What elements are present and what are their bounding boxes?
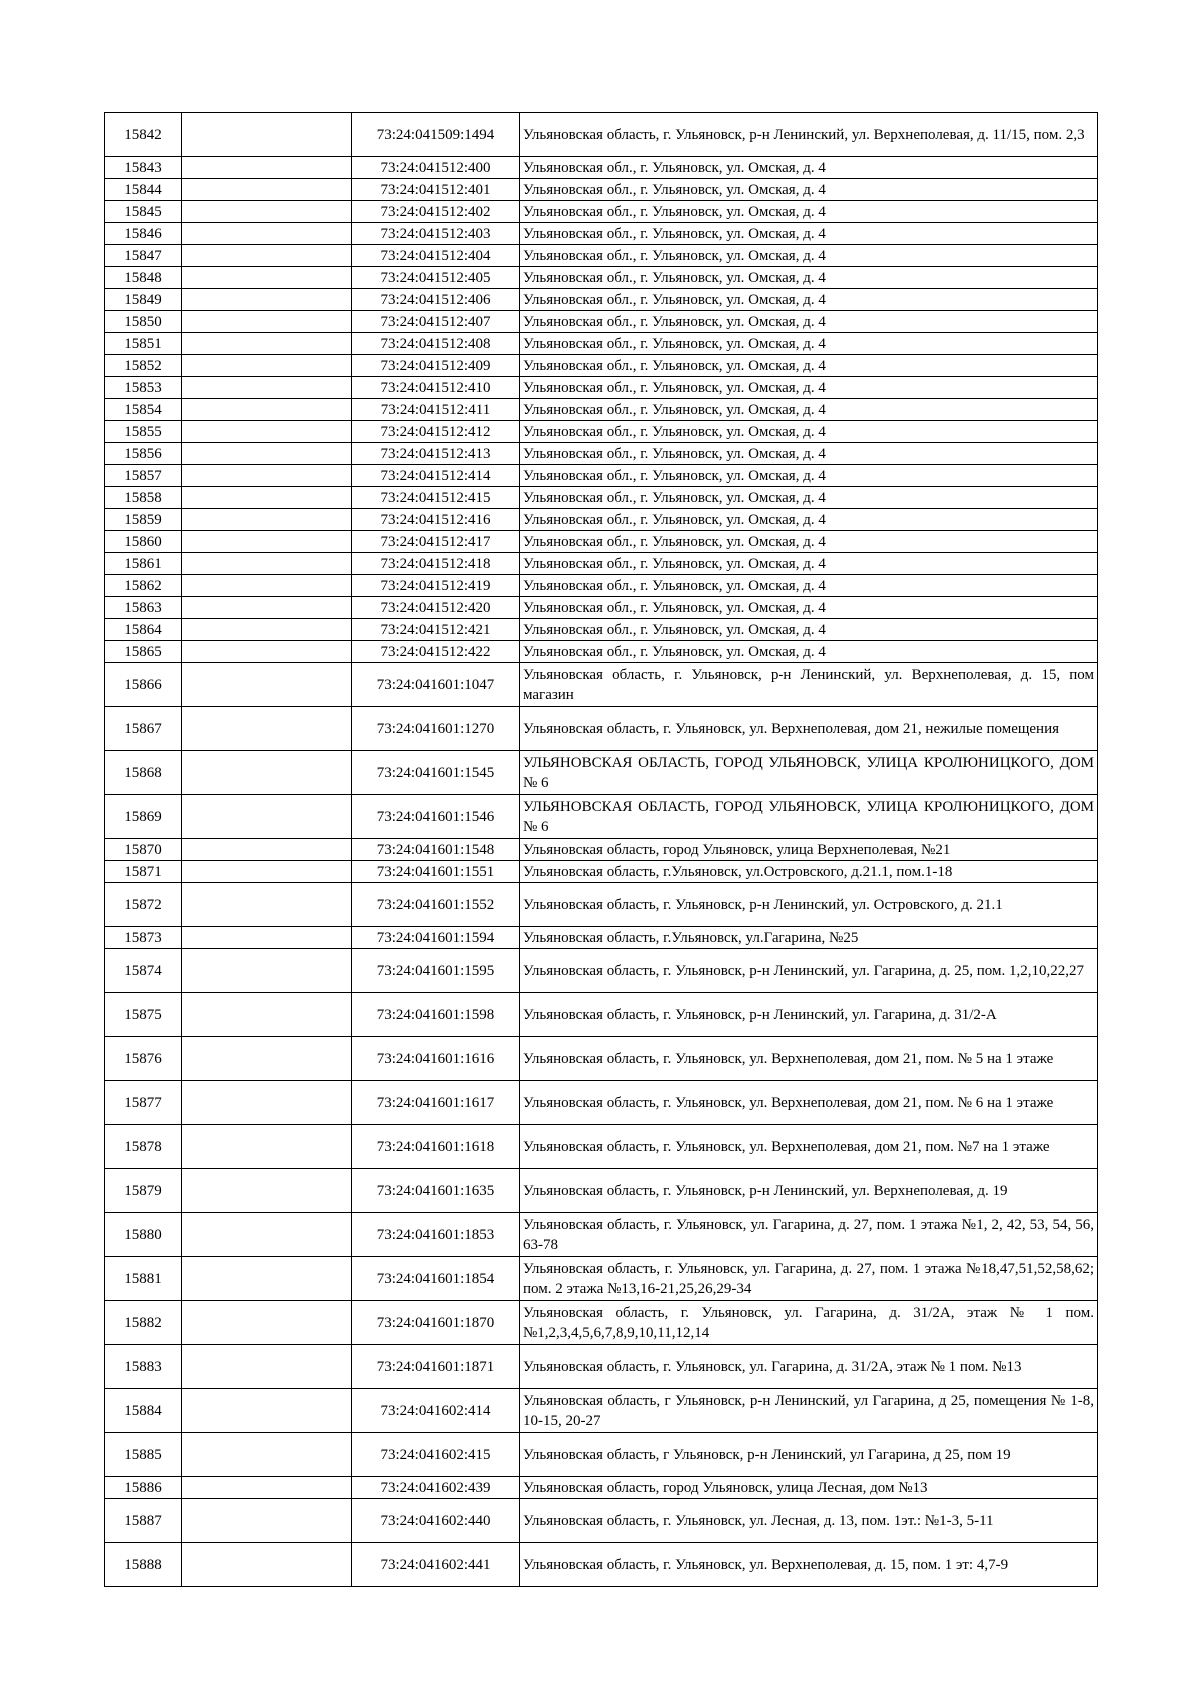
row-number-cell: 15862 [105, 575, 182, 597]
empty-cell [182, 949, 352, 993]
empty-cell [182, 179, 352, 201]
table-row [105, 575, 1098, 597]
table-row [105, 531, 1098, 553]
row-number-cell: 15872 [105, 883, 182, 927]
cadastral-number-cell: 73:24:041601:1546 [352, 795, 520, 839]
row-number-cell: 15880 [105, 1213, 182, 1257]
row-number-cell: 15850 [105, 311, 182, 333]
address-cell: Ульяновская обл., г. Ульяновск, ул. Омская, д. 4 [520, 531, 1098, 553]
cadastral-number-cell: 73:24:041512:420 [352, 597, 520, 619]
row-number-cell: 15888 [105, 1543, 182, 1587]
table-row [105, 245, 1098, 267]
address-cell: Ульяновская область, город Ульяновск, улица Лесная, дом №13 [520, 1477, 1098, 1499]
address-cell: Ульяновская область, г Ульяновск, р-н Ленинский, ул Гагарина, д 25, помещения № 1-8, 10-15, 20-27 [520, 1389, 1098, 1433]
table-row [105, 223, 1098, 245]
empty-cell [182, 1389, 352, 1433]
empty-cell [182, 927, 352, 949]
cadastral-number-cell: 73:24:041512:415 [352, 487, 520, 509]
address-cell: Ульяновская область, г. Ульяновск, р-н Ленинский, ул. Островского, д. 21.1 [520, 883, 1098, 927]
cadastral-number-cell: 73:24:041512:406 [352, 289, 520, 311]
table-row [105, 157, 1098, 179]
address-cell: УЛЬЯНОВСКАЯ ОБЛАСТЬ, ГОРОД УЛЬЯНОВСК, УЛИЦА КРОЛЮНИЦКОГО, ДОМ № 6 [520, 751, 1098, 795]
empty-cell [182, 663, 352, 707]
row-number-cell: 15845 [105, 201, 182, 223]
table-row [105, 1169, 1098, 1213]
cadastral-number-cell: 73:24:041601:1047 [352, 663, 520, 707]
address-cell: Ульяновская обл., г. Ульяновск, ул. Омская, д. 4 [520, 597, 1098, 619]
table-row [105, 333, 1098, 355]
row-number-cell: 15871 [105, 861, 182, 883]
empty-cell [182, 575, 352, 597]
table-row [105, 597, 1098, 619]
row-number-cell: 15867 [105, 707, 182, 751]
address-cell: Ульяновская область, г. Ульяновск, ул. Гагарина, д. 27, пом. 1 этажа №1, 2, 42, 53, 54, 56, 63-78 [520, 1213, 1098, 1257]
empty-cell [182, 751, 352, 795]
empty-cell [182, 487, 352, 509]
cadastral-number-cell: 73:24:041601:1635 [352, 1169, 520, 1213]
cadastral-number-cell: 73:24:041601:1598 [352, 993, 520, 1037]
empty-cell [182, 707, 352, 751]
address-cell: Ульяновская область, город Ульяновск, улица Верхнеполевая, №21 [520, 839, 1098, 861]
table-row [105, 1477, 1098, 1499]
address-cell: Ульяновская обл., г. Ульяновск, ул. Омская, д. 4 [520, 355, 1098, 377]
address-cell: Ульяновская область, г. Ульяновск, ул. Верхнеполевая, дом 21, пом. № 6 на 1 этаже [520, 1081, 1098, 1125]
address-cell: Ульяновская область, г. Ульяновск, ул. Верхнеполевая, дом 21, пом. № 5 на 1 этаже [520, 1037, 1098, 1081]
row-number-cell: 15877 [105, 1081, 182, 1125]
cadastral-number-cell: 73:24:041512:421 [352, 619, 520, 641]
empty-cell [182, 421, 352, 443]
empty-cell [182, 1543, 352, 1587]
row-number-cell: 15885 [105, 1433, 182, 1477]
empty-cell [182, 465, 352, 487]
address-cell: Ульяновская обл., г. Ульяновск, ул. Омская, д. 4 [520, 245, 1098, 267]
empty-cell [182, 1169, 352, 1213]
empty-cell [182, 399, 352, 421]
address-cell: Ульяновская обл., г. Ульяновск, ул. Омская, д. 4 [520, 465, 1098, 487]
table-row [105, 993, 1098, 1037]
cadastral-number-cell: 73:24:041601:1871 [352, 1345, 520, 1389]
table-row [105, 927, 1098, 949]
cadastral-number-cell: 73:24:041602:441 [352, 1543, 520, 1587]
table-row [105, 487, 1098, 509]
table-row [105, 861, 1098, 883]
address-cell: Ульяновская обл., г. Ульяновск, ул. Омская, д. 4 [520, 201, 1098, 223]
empty-cell [182, 333, 352, 355]
table-row [105, 113, 1098, 157]
empty-cell [182, 355, 352, 377]
cadastral-number-cell: 73:24:041512:418 [352, 553, 520, 575]
table-row [105, 839, 1098, 861]
row-number-cell: 15865 [105, 641, 182, 663]
table-row [105, 949, 1098, 993]
address-cell: Ульяновская обл., г. Ульяновск, ул. Омская, д. 4 [520, 157, 1098, 179]
empty-cell [182, 1499, 352, 1543]
cadastral-number-cell: 73:24:041512:413 [352, 443, 520, 465]
table-row [105, 509, 1098, 531]
address-cell: Ульяновская обл., г. Ульяновск, ул. Омская, д. 4 [520, 509, 1098, 531]
address-cell: Ульяновская область, г. Ульяновск, ул. Гагарина, д. 27, пом. 1 этажа №18,47,51,52,58,62; пом. 2 этажа №13,16-21,25,26,29-34 [520, 1257, 1098, 1301]
table-row [105, 179, 1098, 201]
address-cell: Ульяновская обл., г. Ульяновск, ул. Омская, д. 4 [520, 311, 1098, 333]
address-cell: Ульяновская обл., г. Ульяновск, ул. Омская, д. 4 [520, 443, 1098, 465]
empty-cell [182, 289, 352, 311]
row-number-cell: 15842 [105, 113, 182, 157]
cadastral-number-cell: 73:24:041512:412 [352, 421, 520, 443]
row-number-cell: 15843 [105, 157, 182, 179]
row-number-cell: 15879 [105, 1169, 182, 1213]
row-number-cell: 15870 [105, 839, 182, 861]
table-row [105, 377, 1098, 399]
cadastral-number-cell: 73:24:041601:1548 [352, 839, 520, 861]
empty-cell [182, 1345, 352, 1389]
cadastral-number-cell: 73:24:041601:1545 [352, 751, 520, 795]
empty-cell [182, 1213, 352, 1257]
row-number-cell: 15846 [105, 223, 182, 245]
cadastral-number-cell: 73:24:041512:417 [352, 531, 520, 553]
cadastral-number-cell: 73:24:041602:440 [352, 1499, 520, 1543]
table-row [105, 1257, 1098, 1301]
table-row [105, 1081, 1098, 1125]
row-number-cell: 15881 [105, 1257, 182, 1301]
table-row [105, 289, 1098, 311]
row-number-cell: 15884 [105, 1389, 182, 1433]
empty-cell [182, 993, 352, 1037]
row-number-cell: 15866 [105, 663, 182, 707]
row-number-cell: 15857 [105, 465, 182, 487]
address-cell: Ульяновская область, г. Ульяновск, р-н Ленинский, ул. Верхнеполевая, д. 15, пом магазин [520, 663, 1098, 707]
row-number-cell: 15848 [105, 267, 182, 289]
empty-cell [182, 1257, 352, 1301]
address-cell: Ульяновская обл., г. Ульяновск, ул. Омская, д. 4 [520, 619, 1098, 641]
address-cell: Ульяновская область, г. Ульяновск, р-н Ленинский, ул. Верхнеполевая, д. 19 [520, 1169, 1098, 1213]
cadastral-number-cell: 73:24:041512:419 [352, 575, 520, 597]
table-row [105, 399, 1098, 421]
address-cell: Ульяновская обл., г. Ульяновск, ул. Омская, д. 4 [520, 179, 1098, 201]
cadastral-number-cell: 73:24:041512:402 [352, 201, 520, 223]
table-row [105, 1499, 1098, 1543]
table-row [105, 883, 1098, 927]
row-number-cell: 15854 [105, 399, 182, 421]
address-cell: Ульяновская обл., г. Ульяновск, ул. Омская, д. 4 [520, 641, 1098, 663]
row-number-cell: 15849 [105, 289, 182, 311]
empty-cell [182, 1037, 352, 1081]
empty-cell [182, 531, 352, 553]
empty-cell [182, 1081, 352, 1125]
table-row [105, 1125, 1098, 1169]
empty-cell [182, 245, 352, 267]
row-number-cell: 15853 [105, 377, 182, 399]
address-cell: Ульяновская обл., г. Ульяновск, ул. Омская, д. 4 [520, 399, 1098, 421]
cadastral-number-cell: 73:24:041512:409 [352, 355, 520, 377]
row-number-cell: 15868 [105, 751, 182, 795]
row-number-cell: 15844 [105, 179, 182, 201]
address-cell: Ульяновская область, г. Ульяновск, ул. Гагарина, д. 31/2А, этаж № 1 пом. №1,2,3,4,5,6,7,8,9,10,11,12,14 [520, 1301, 1098, 1345]
empty-cell [182, 1301, 352, 1345]
empty-cell [182, 509, 352, 531]
address-cell: Ульяновская обл., г. Ульяновск, ул. Омская, д. 4 [520, 575, 1098, 597]
table-row [105, 1301, 1098, 1345]
row-number-cell: 15851 [105, 333, 182, 355]
cadastral-number-cell: 73:24:041512:400 [352, 157, 520, 179]
table-row [105, 707, 1098, 751]
empty-cell [182, 795, 352, 839]
empty-cell [182, 377, 352, 399]
table-row [105, 553, 1098, 575]
address-cell: Ульяновская обл., г. Ульяновск, ул. Омская, д. 4 [520, 333, 1098, 355]
cadastral-number-cell: 73:24:041601:1617 [352, 1081, 520, 1125]
table-row [105, 201, 1098, 223]
empty-cell [182, 553, 352, 575]
address-cell: Ульяновская область, г. Ульяновск, р-н Ленинский, ул. Гагарина, д. 25, пом. 1,2,10,22,27 [520, 949, 1098, 993]
table-row [105, 421, 1098, 443]
cadastral-number-cell: 73:24:041512:403 [352, 223, 520, 245]
row-number-cell: 15861 [105, 553, 182, 575]
table-row [105, 619, 1098, 641]
table-row [105, 751, 1098, 795]
cadastral-number-cell: 73:24:041512:404 [352, 245, 520, 267]
row-number-cell: 15886 [105, 1477, 182, 1499]
empty-cell [182, 201, 352, 223]
cadastral-number-cell: 73:24:041601:1595 [352, 949, 520, 993]
table-row [105, 267, 1098, 289]
table-row [105, 795, 1098, 839]
row-number-cell: 15864 [105, 619, 182, 641]
address-cell: Ульяновская обл., г. Ульяновск, ул. Омская, д. 4 [520, 223, 1098, 245]
row-number-cell: 15883 [105, 1345, 182, 1389]
address-cell: Ульяновская область, г. Ульяновск, ул. Верхнеполевая, д. 15, пом. 1 эт: 4,7-9 [520, 1543, 1098, 1587]
empty-cell [182, 597, 352, 619]
row-number-cell: 15874 [105, 949, 182, 993]
table-row [105, 1543, 1098, 1587]
cadastral-number-cell: 73:24:041512:410 [352, 377, 520, 399]
row-number-cell: 15855 [105, 421, 182, 443]
address-cell: Ульяновская область, г. Ульяновск, ул. Гагарина, д. 31/2А, этаж № 1 пом. №13 [520, 1345, 1098, 1389]
cadastral-number-cell: 73:24:041509:1494 [352, 113, 520, 157]
empty-cell [182, 1477, 352, 1499]
table-row [105, 663, 1098, 707]
registry-table [104, 112, 1098, 1587]
cadastral-number-cell: 73:24:041512:411 [352, 399, 520, 421]
empty-cell [182, 311, 352, 333]
address-cell: Ульяновская область, г. Ульяновск, ул. Верхнеполевая, дом 21, пом. №7 на 1 этаже [520, 1125, 1098, 1169]
row-number-cell: 15858 [105, 487, 182, 509]
empty-cell [182, 113, 352, 157]
address-cell: Ульяновская область, г. Ульяновск, р-н Ленинский, ул. Верхнеполевая, д. 11/15, пом. 2,3 [520, 113, 1098, 157]
address-cell: Ульяновская область, г Ульяновск, р-н Ленинский, ул Гагарина, д 25, пом 19 [520, 1433, 1098, 1477]
address-cell: УЛЬЯНОВСКАЯ ОБЛАСТЬ, ГОРОД УЛЬЯНОВСК, УЛИЦА КРОЛЮНИЦКОГО, ДОМ № 6 [520, 795, 1098, 839]
table-row [105, 311, 1098, 333]
cadastral-number-cell: 73:24:041512:401 [352, 179, 520, 201]
address-cell: Ульяновская обл., г. Ульяновск, ул. Омская, д. 4 [520, 289, 1098, 311]
row-number-cell: 15860 [105, 531, 182, 553]
cadastral-number-cell: 73:24:041601:1618 [352, 1125, 520, 1169]
table-row [105, 1389, 1098, 1433]
row-number-cell: 15859 [105, 509, 182, 531]
row-number-cell: 15847 [105, 245, 182, 267]
cadastral-number-cell: 73:24:041602:439 [352, 1477, 520, 1499]
address-cell: Ульяновская область, г. Ульяновск, р-н Ленинский, ул. Гагарина, д. 31/2-А [520, 993, 1098, 1037]
cadastral-number-cell: 73:24:041512:414 [352, 465, 520, 487]
address-cell: Ульяновская область, г. Ульяновск, ул. Верхнеполевая, дом 21, нежилые помещения [520, 707, 1098, 751]
cadastral-number-cell: 73:24:041601:1551 [352, 861, 520, 883]
table-row [105, 443, 1098, 465]
table-row [105, 1213, 1098, 1257]
row-number-cell: 15882 [105, 1301, 182, 1345]
cadastral-number-cell: 73:24:041601:1854 [352, 1257, 520, 1301]
row-number-cell: 15887 [105, 1499, 182, 1543]
registry-table-body [105, 113, 1098, 1587]
cadastral-number-cell: 73:24:041602:415 [352, 1433, 520, 1477]
empty-cell [182, 883, 352, 927]
address-cell: Ульяновская область, г.Ульяновск, ул.Островского, д.21.1, пом.1-18 [520, 861, 1098, 883]
empty-cell [182, 839, 352, 861]
table-row [105, 465, 1098, 487]
empty-cell [182, 1433, 352, 1477]
row-number-cell: 15875 [105, 993, 182, 1037]
address-cell: Ульяновская область, г. Ульяновск, ул. Лесная, д. 13, пом. 1эт.: №1-3, 5-11 [520, 1499, 1098, 1543]
address-cell: Ульяновская обл., г. Ульяновск, ул. Омская, д. 4 [520, 487, 1098, 509]
row-number-cell: 15852 [105, 355, 182, 377]
cadastral-number-cell: 73:24:041602:414 [352, 1389, 520, 1433]
row-number-cell: 15856 [105, 443, 182, 465]
cadastral-number-cell: 73:24:041601:1870 [352, 1301, 520, 1345]
address-cell: Ульяновская обл., г. Ульяновск, ул. Омская, д. 4 [520, 553, 1098, 575]
table-row [105, 1433, 1098, 1477]
empty-cell [182, 157, 352, 179]
empty-cell [182, 267, 352, 289]
cadastral-number-cell: 73:24:041512:408 [352, 333, 520, 355]
table-row [105, 1345, 1098, 1389]
empty-cell [182, 861, 352, 883]
empty-cell [182, 641, 352, 663]
row-number-cell: 15873 [105, 927, 182, 949]
empty-cell [182, 1125, 352, 1169]
cadastral-number-cell: 73:24:041601:1616 [352, 1037, 520, 1081]
empty-cell [182, 223, 352, 245]
cadastral-number-cell: 73:24:041512:407 [352, 311, 520, 333]
cadastral-number-cell: 73:24:041512:416 [352, 509, 520, 531]
row-number-cell: 15863 [105, 597, 182, 619]
address-cell: Ульяновская обл., г. Ульяновск, ул. Омская, д. 4 [520, 267, 1098, 289]
cadastral-number-cell: 73:24:041601:1270 [352, 707, 520, 751]
table-row [105, 641, 1098, 663]
empty-cell [182, 619, 352, 641]
cadastral-number-cell: 73:24:041601:1552 [352, 883, 520, 927]
row-number-cell: 15878 [105, 1125, 182, 1169]
empty-cell [182, 443, 352, 465]
row-number-cell: 15876 [105, 1037, 182, 1081]
address-cell: Ульяновская область, г.Ульяновск, ул.Гагарина, №25 [520, 927, 1098, 949]
address-cell: Ульяновская обл., г. Ульяновск, ул. Омская, д. 4 [520, 377, 1098, 399]
cadastral-number-cell: 73:24:041512:405 [352, 267, 520, 289]
table-row [105, 1037, 1098, 1081]
cadastral-number-cell: 73:24:041512:422 [352, 641, 520, 663]
address-cell: Ульяновская обл., г. Ульяновск, ул. Омская, д. 4 [520, 421, 1098, 443]
cadastral-number-cell: 73:24:041601:1594 [352, 927, 520, 949]
row-number-cell: 15869 [105, 795, 182, 839]
table-row [105, 355, 1098, 377]
cadastral-number-cell: 73:24:041601:1853 [352, 1213, 520, 1257]
